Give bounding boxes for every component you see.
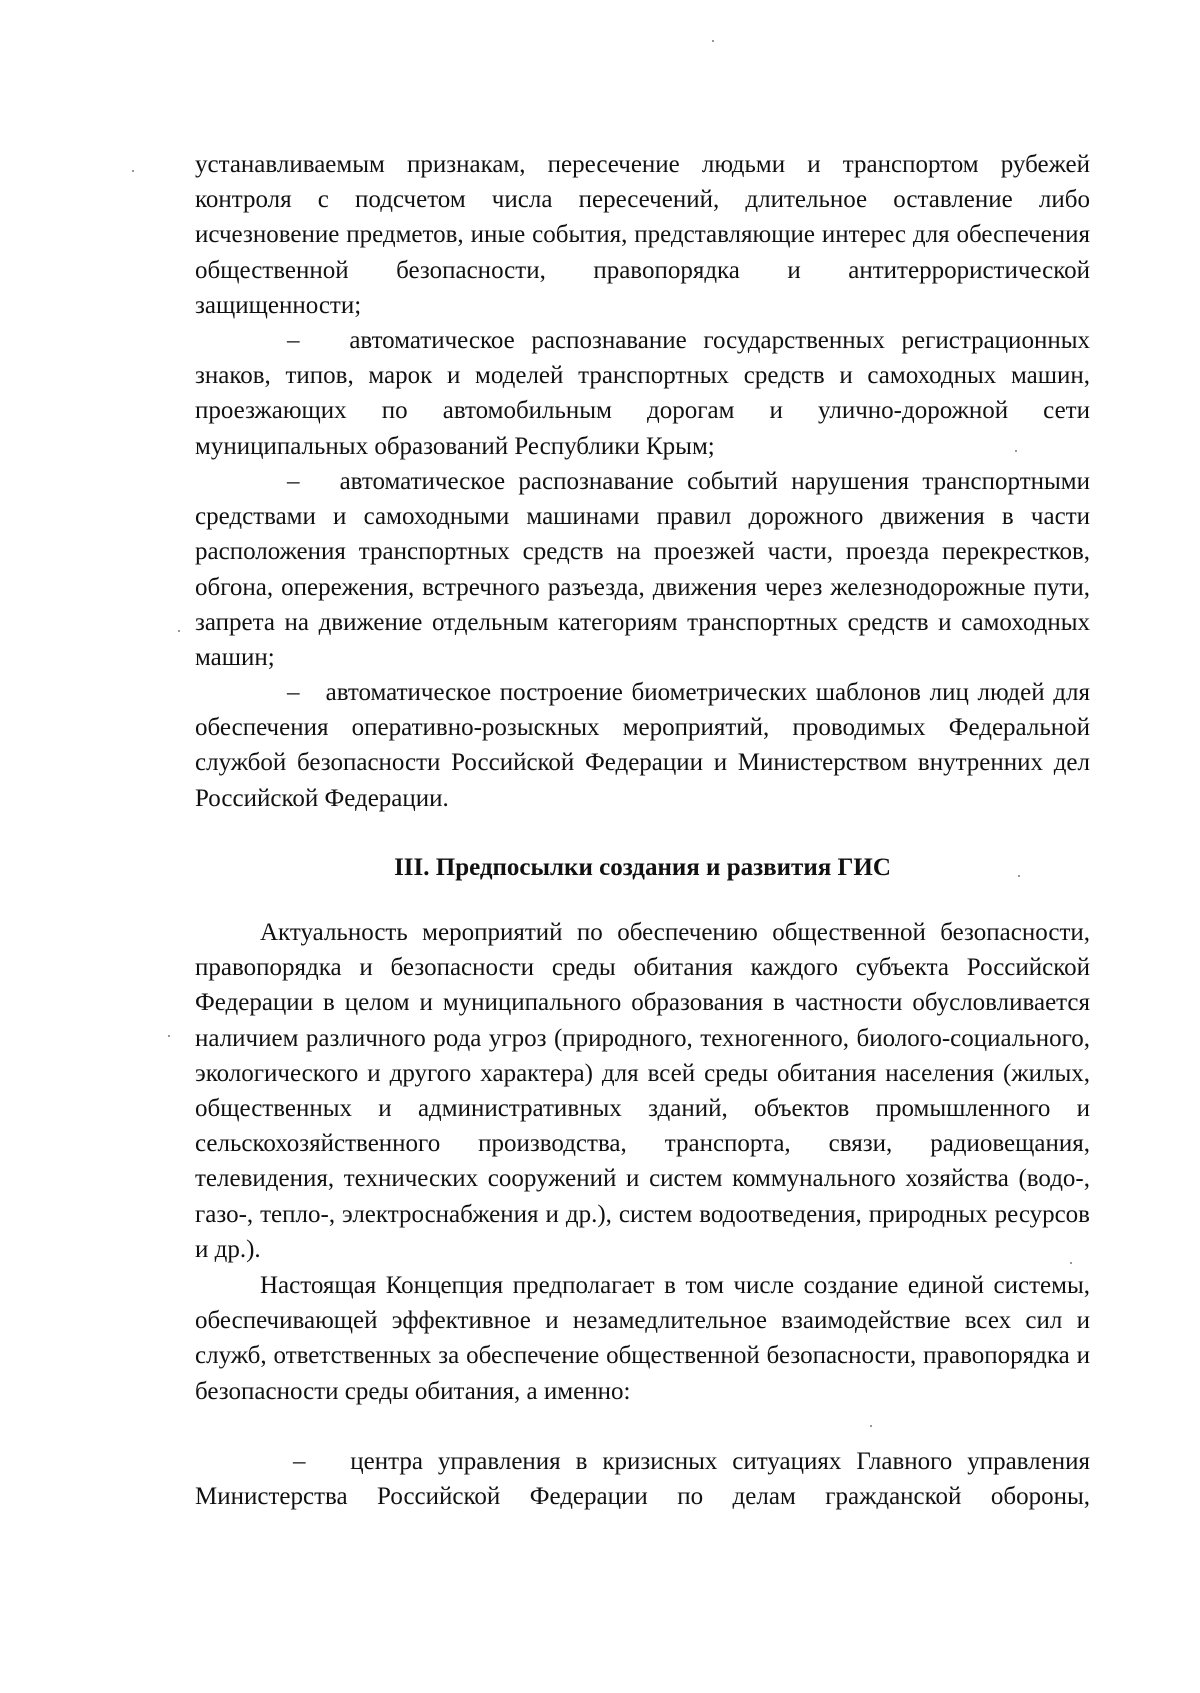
section-heading: III. Предпосылки создания и развития ГИС bbox=[394, 854, 891, 881]
bullet-dash: – bbox=[293, 1448, 306, 1475]
paragraph-relevance: Актуальность мероприятий по обеспечению общественной безопасности, правопорядка и безопасности среды обитания каждого субъекта Российской Федерации в целом и муниципального образования в частности обусловливается наличием различного рода угроз (природного, техногенного, биолого-социального, экологического и другого характера) для всей среды обитания населения (жилых, общественных и административных зданий, объектов промышленного и сельскохозяйственного производства, транспорта, связи, радиовещания, телевидения, технических сооружений и систем коммунального хозяйства (водо-, газо-, тепло-, электроснабжения и др.), систем водоотведения, природных ресурсов и др.). bbox=[195, 919, 1090, 1263]
bullet-item-biometric-templates bbox=[195, 675, 1090, 816]
bullet-dash: – bbox=[287, 468, 300, 495]
bullet-text: автоматическое распознавание государственных регистрационных знаков, типов, марок и моделей транспортных средств и самоходных машин, проезжающих по автомобильным дорогам и улично-дорожной сети муниципальных образований Республики Крым; bbox=[195, 327, 1090, 460]
scan-speck bbox=[168, 1035, 170, 1037]
bullet-text: автоматическое распознавание событий нарушения транспортными средствами и самоходными машинами правил дорожного движения в части расположения транспортных средств на проезжей части, проезда перекрестков, обгона, опережения, встречного разъезда, движения через железнодорожные пути, запрета на движение отдельным категориям транспортных средств и самоходных машин; bbox=[195, 468, 1091, 672]
bullet-item-crisis-center bbox=[195, 1444, 1090, 1514]
scan-speck bbox=[1015, 450, 1017, 452]
scan-speck bbox=[712, 40, 714, 42]
bullet-text: центра управления в кризисных ситуациях Главного управления Министерства Российской Федерации по делам гражданской обороны, bbox=[195, 1448, 1090, 1511]
paragraph-continuation: устанавливаемым признакам, пересечение людьми и транспортом рубежей контроля с подсчетом числа пересечений, длительное оставление либо исчезновение предметов, иные события, представляющие интерес для обеспечения общественной безопасности, правопорядка и антитеррористической защищенности; bbox=[195, 151, 1090, 319]
bullet-item-plate-recognition bbox=[195, 323, 1090, 464]
scan-speck bbox=[178, 630, 180, 632]
paragraph-concept: Настоящая Концепция предполагает в том числе создание единой системы, обеспечивающей эффективное и незамедлительное взаимодействие всех сил и служб, ответственных за обеспечение общественной безопасности, правопорядка и безопасности среды обитания, а именно: bbox=[195, 1272, 1090, 1405]
bullet-item-traffic-violation bbox=[195, 464, 1090, 675]
bullet-dash: – bbox=[287, 679, 300, 706]
scan-speck bbox=[870, 1425, 872, 1427]
bullet-dash: – bbox=[287, 327, 300, 354]
scan-speck bbox=[1018, 875, 1020, 877]
scan-speck bbox=[1070, 1262, 1072, 1264]
scan-speck bbox=[132, 170, 134, 172]
bullet-text: автоматическое построение биометрических шаблонов лиц людей для обеспечения оперативно-розыскных мероприятий, проводимых Федеральной службой безопасности Российской Федерации и Министерством внутренних дел Российской Федерации. bbox=[195, 679, 1090, 812]
